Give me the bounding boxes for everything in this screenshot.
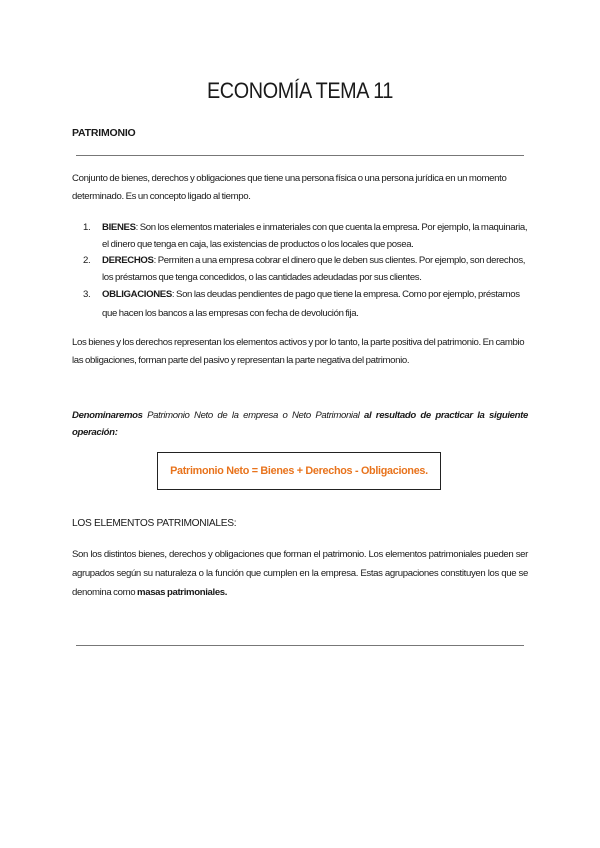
list-text: : Son las deudas pendientes de pago que tiene la empresa. Como por ejemplo, préstamos que hacen los bancos a las empresas con fecha de devolución fija. — [102, 289, 520, 319]
formula-box — [157, 452, 441, 490]
definition-tail: al resultado de practicar la siguiente operación: — [72, 410, 528, 438]
page-title: ECONOMÍA TEMA 11 — [206, 78, 394, 103]
list-item-derechos — [72, 253, 528, 286]
list-term: DERECHOS — [102, 255, 154, 266]
list-item-bienes — [72, 220, 528, 253]
divider-bottom — [76, 645, 524, 646]
definition-middle: Patrimonio Neto de la empresa o Neto Patrimonial — [142, 410, 364, 421]
patrimonio-components-list — [72, 220, 528, 323]
list-item-obligaciones — [72, 286, 528, 323]
masas-patrimoniales-term: masas patrimoniales. — [137, 587, 228, 598]
divider-top — [76, 155, 524, 156]
list-number: 3. — [83, 289, 91, 300]
list-text: : Permiten a una empresa cobrar el dinero que le deben sus clientes. Por ejemplo, son derechos, los préstamos que tenga concedidos, o las cantidades adeudadas por sus clientes. — [102, 255, 526, 283]
elementos-text: Son los distintos bienes, derechos y obligaciones que forman el patrimonio. Los elementos patrimoniales pueden ser agrupados según su naturaleza o la función que cumplen en la empresa. Estas agrupaciones constituyen los que se denomina como — [72, 549, 528, 598]
list-text: : Son los elementos materiales e inmateriales con que cuenta la empresa. Por ejemplo, la maquinaria, el dinero que tenga en caja, las existencias de productos o los locales que posea. — [102, 222, 528, 250]
list-number: 2. — [83, 255, 91, 266]
section-heading-patrimonio: PATRIMONIO — [72, 127, 136, 139]
formula-text: Patrimonio Neto = Bienes + Derechos - Obligaciones. — [170, 465, 428, 477]
elementos-paragraph — [72, 545, 528, 602]
definition-paragraph — [72, 407, 528, 441]
section-heading-elementos: LOS ELEMENTOS PATRIMONIALES: — [72, 518, 237, 529]
summary-paragraph: Los bienes y los derechos representan los elementos activos y por lo tanto, la parte positiva del patrimonio. En cambio las obligaciones, forman parte del pasivo y representan la parte negativa del patrimonio. — [72, 337, 525, 366]
intro-paragraph: Conjunto de bienes, derechos y obligaciones que tiene una persona física o una persona jurídica en un momento determinado. Es un concepto ligado al tiempo. — [72, 173, 507, 202]
list-number: 1. — [83, 222, 91, 233]
list-term: OBLIGACIONES — [102, 289, 172, 300]
list-term: BIENES — [102, 222, 136, 233]
definition-lead: Denominaremos — [72, 410, 143, 421]
